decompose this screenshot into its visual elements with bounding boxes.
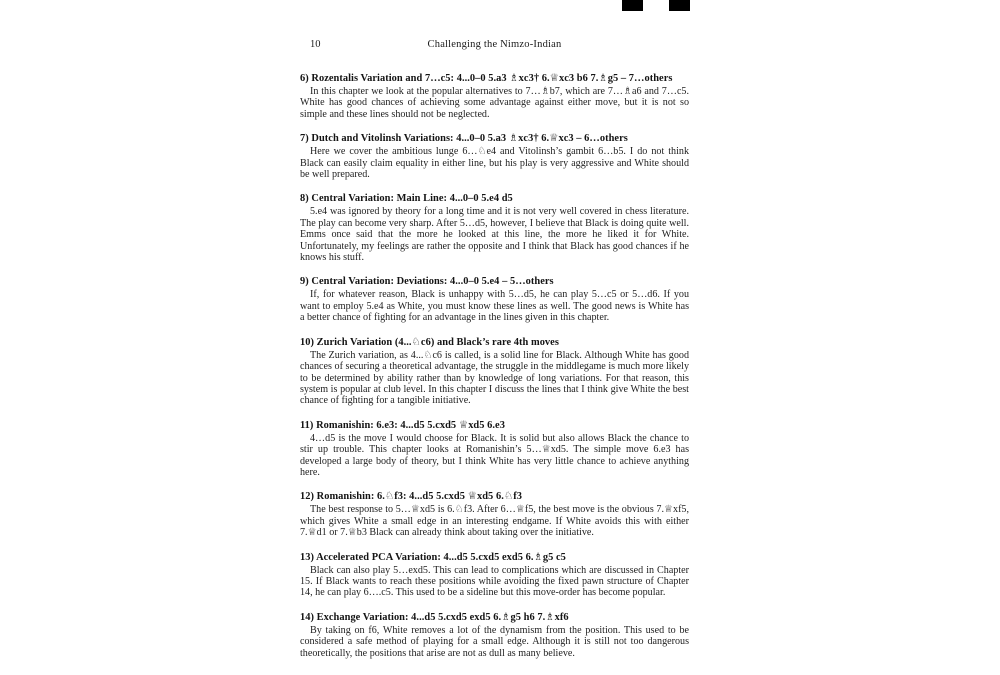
section-heading: 8) Central Variation: Main Line: 4...0–0 5.e4 d5 bbox=[300, 193, 513, 205]
chapter-summary-section-10 bbox=[300, 337, 689, 407]
section-heading: 12) Romanishin: 6.♘f3: 4...d5 5.cxd5 ♕xd5 6.♘f3 bbox=[300, 491, 522, 503]
section-heading: 13) Accelerated PCA Variation: 4...d5 5.cxd5 exd5 6.♗g5 c5 bbox=[300, 551, 566, 563]
page-edge-mark-icon bbox=[669, 0, 690, 11]
chapter-summary-section-13 bbox=[300, 552, 689, 599]
section-heading: 10) Zurich Variation (4...♘c6) and Black’s rare 4th moves bbox=[300, 336, 559, 348]
page-content bbox=[300, 38, 689, 672]
section-heading: 9) Central Variation: Deviations: 4...0–0 5.e4 – 5…others bbox=[300, 276, 554, 288]
page-edge-mark-icon bbox=[622, 0, 643, 11]
section-paragraph: If, for whatever reason, Black is unhappy with 5…d5, he can play 5…c5 or 5…d6. If you want to employ 5.e4 as White, you must know these lines as well. The good news is White has a better chance of fighting for an advantage in the lines given in this chapter. bbox=[300, 289, 689, 324]
chapter-summary-section-9 bbox=[300, 276, 689, 323]
section-heading: 6) Rozentalis Variation and 7…c5: 4...0–0 5.a3 ♗xc3† 6.♕xc3 b6 7.♗g5 – 7…others bbox=[300, 73, 673, 84]
chapter-summary-section-7 bbox=[300, 133, 689, 180]
section-paragraph: By taking on f6, White removes a lot of the dynamism from the position. This used to be considered a safe method of playing for a small edge. Although it is still not too dangerous theoretically, the positions that arise are not as dull as many believe. bbox=[300, 624, 689, 659]
section-paragraph: The best response to 5…♕xd5 is 6.♘f3. After 6…♕f5, the best move is the obvious 7.♕xf5, which gives White a small edge in an interesting endgame. If White avoids this with either 7.♕d1 or 7.♕b3 Black can already think about taking over the initiative. bbox=[300, 504, 689, 539]
section-paragraph: 4…d5 is the move I would choose for Black. It is solid but also allows Black the chance to stir up trouble. This chapter looks at Romanishin’s 5…♕xd5. The simple move 6.e3 has developed a large body of theory, but I think White has very little chance to achieve anything here. bbox=[300, 432, 689, 478]
chapter-summary-section-14 bbox=[300, 612, 689, 659]
section-heading: 7) Dutch and Vitolinsh Variations: 4...0–0 5.a3 ♗xc3† 6.♕xc3 – 6…others bbox=[300, 133, 628, 145]
chapter-summary-section-6 bbox=[300, 73, 689, 120]
chapter-summary-section-8 bbox=[300, 193, 689, 263]
section-paragraph: Black can also play 5…exd5. This can lead to complications which are discussed in Chapter 15. If Black wants to reach these positions while avoiding the fixed pawn structure of Chapter 14, he can play 6….c5. This used to be a sideline but this move-order has become popular. bbox=[300, 564, 689, 599]
page-header bbox=[300, 38, 689, 51]
section-paragraph: Here we cover the ambitious lunge 6…♘e4 and Vitolinsh’s gambit 6…b5. I do not think Black can easily claim equality in either line, but his play is very aggressive and White should be well prepared. bbox=[300, 146, 689, 181]
section-heading: 11) Romanishin: 6.e3: 4...d5 5.cxd5 ♕xd5 6.e3 bbox=[300, 419, 505, 431]
chapter-summary-section-11 bbox=[300, 420, 689, 479]
chapter-summary-section-12 bbox=[300, 491, 689, 538]
section-heading: 14) Exchange Variation: 4...d5 5.cxd5 exd5 6.♗g5 h6 7.♗xf6 bbox=[300, 611, 569, 623]
section-paragraph: The Zurich variation, as 4...♘c6 is called, is a solid line for Black. Although White has good chances of securing a theoretical advantage, the struggle in the middlegame is much more likely to be determined by ability rather than by knowledge of long variations. For that reason, this system is popular at club level. In this chapter I discuss the lines that I think give White the best chance of fighting for a tangible initiative. bbox=[300, 349, 689, 407]
section-paragraph: In this chapter we look at the popular alternatives to 7…♗b7, which are 7…♗a6 and 7…c5. White has good chances of achieving some advantage against either move, but it is not so simple and these lines should not be neglected. bbox=[300, 86, 689, 120]
running-title: Challenging the Nimzo-Indian bbox=[427, 39, 562, 50]
section-paragraph: 5.e4 was ignored by theory for a long time and it is not very well covered in chess literature. The play can become very sharp. After 5…d5, however, I believe that Black is doing quite well. Emms once said that the more he looked at this line, the more he liked it for White. Unfortunately, my feelings are rather the opposite and I think that Black has good chances if he knows his stuff. bbox=[300, 206, 689, 264]
page-number: 10 bbox=[310, 39, 321, 50]
